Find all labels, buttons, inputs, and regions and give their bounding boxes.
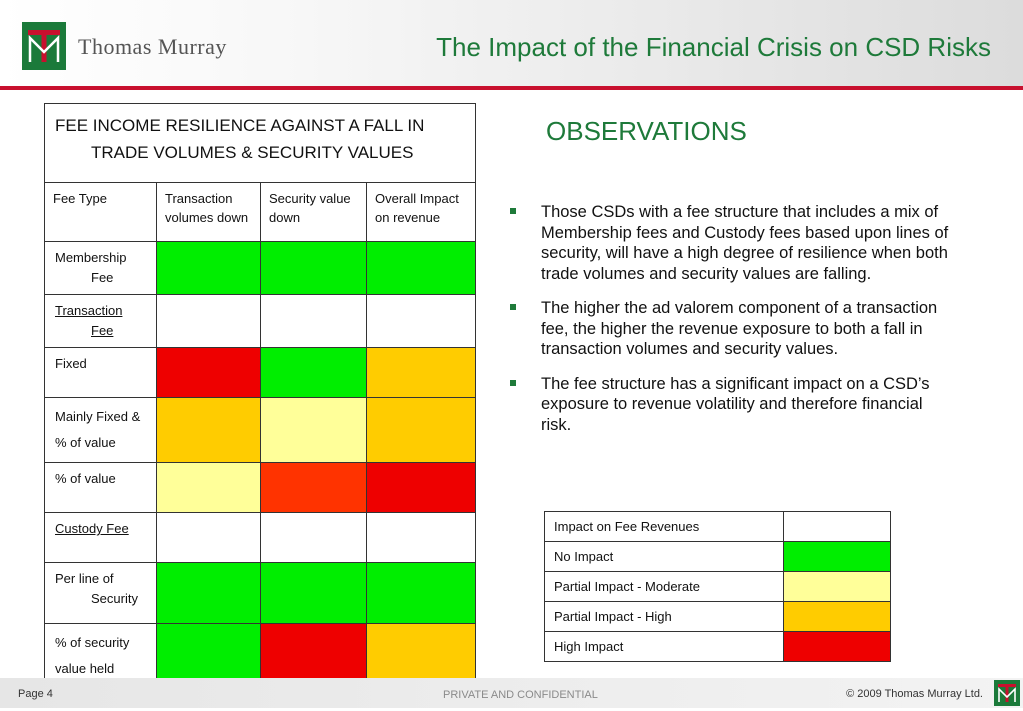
thomas-murray-logo [22,22,66,70]
row-label-line2: Fee [91,323,114,338]
impact-legend-table [544,511,891,662]
col-header-fee-type: Fee Type [45,183,157,242]
row-label-line1: % of value [55,471,116,486]
bullet-text: The fee structure has a significant impact on a CSD’s exposure to revenue volatility and therefore financial risk. [541,374,930,434]
row-label-line1: Transaction [55,303,123,318]
legend-swatch [784,572,891,602]
impact-cell [261,242,367,295]
table-row [45,513,476,563]
row-label-line2: Fee [91,270,114,285]
impact-cell [261,563,367,624]
list-item [510,374,950,436]
table-row [45,398,476,463]
row-label-line2: value held [55,661,115,676]
page-number: Page 4 [18,688,53,700]
impact-cell [367,398,476,463]
impact-cell [367,242,476,295]
row-label-line1: Per line of [55,571,114,586]
footer-logo [994,680,1020,706]
page-title: The Impact of the Financial Crisis on CSD Risks [436,32,991,62]
legend-swatch [784,602,891,632]
impact-cell [367,563,476,624]
legend-header: Impact on Fee Revenues [545,512,784,542]
list-item [510,202,950,284]
impact-cell [157,242,261,295]
bullet-text: The higher the ad valorem component of a transaction fee, the higher the revenue exposure to both a fall in transaction volumes and security values. [541,299,938,358]
row-label [45,242,157,295]
row-label [45,563,157,624]
legend-row [545,572,891,602]
bullet-square-icon [510,380,516,386]
legend-row [545,632,891,662]
impact-cell [367,463,476,513]
row-label [45,348,157,398]
row-label-line1: % of security [55,635,130,650]
row-label [45,463,157,513]
row-label-line1: Custody Fee [55,521,129,536]
row-label [45,513,157,563]
table-caption-line1: FEE INCOME RESILIENCE AGAINST A FALL IN [55,116,425,135]
legend-swatch [784,542,891,572]
row-label-line1: Fixed [55,356,87,371]
col-header-overall-impact: Overall Impact on revenue [367,183,476,242]
table-caption [45,104,476,183]
row-label [45,295,157,348]
copyright: © 2009 Thomas Murray Ltd. [846,688,983,700]
impact-cell [157,348,261,398]
col-header-security-value: Security value down [261,183,367,242]
legend-label: Partial Impact - Moderate [545,572,784,602]
list-item [510,298,950,360]
impact-cell [157,463,261,513]
impact-cell [157,513,261,563]
legend-swatch [784,632,891,662]
legend-label: High Impact [545,632,784,662]
impact-cell [367,348,476,398]
row-label-line2: % of value [55,435,116,450]
confidential-label: PRIVATE AND CONFIDENTIAL [443,689,598,701]
table-row [45,348,476,398]
table-row [45,463,476,513]
brand-name: Thomas Murray [78,34,227,59]
row-label [45,398,157,463]
bullet-square-icon [510,208,516,214]
table-row [45,242,476,295]
col-header-transaction-volumes: Transaction volumes down [157,183,261,242]
impact-cell [157,295,261,348]
impact-cell [261,348,367,398]
header-bar [0,0,1023,86]
legend-header-row [545,512,891,542]
row-label-line1: Mainly Fixed & [55,409,141,424]
impact-cell [261,295,367,348]
impact-cell [261,463,367,513]
impact-cell [261,513,367,563]
table-caption-line2: TRADE VOLUMES & SECURITY VALUES [91,143,414,162]
legend-label: No Impact [545,542,784,572]
impact-cell [157,563,261,624]
legend-row [545,542,891,572]
impact-cell [367,295,476,348]
header-divider [0,86,1023,90]
legend-header-blank [784,512,891,542]
bullet-text: Those CSDs with a fee structure that includes a mix of Membership fees and Custody fees based upon lines of security, will have a high degree of resilience when both trade volumes and security values are falling. [541,203,949,283]
bullet-square-icon [510,304,516,310]
footer-bar [0,678,1023,708]
row-label-line1: Membership [55,250,127,265]
fee-resilience-table [44,103,476,689]
legend-row [545,602,891,632]
table-row [45,295,476,348]
impact-cell [261,398,367,463]
table-row [45,563,476,624]
legend-label: Partial Impact - High [545,602,784,632]
impact-cell [157,398,261,463]
row-label-line2: Security [91,591,138,606]
observations-list [510,202,950,449]
observations-heading: OBSERVATIONS [546,116,747,146]
impact-cell [367,513,476,563]
